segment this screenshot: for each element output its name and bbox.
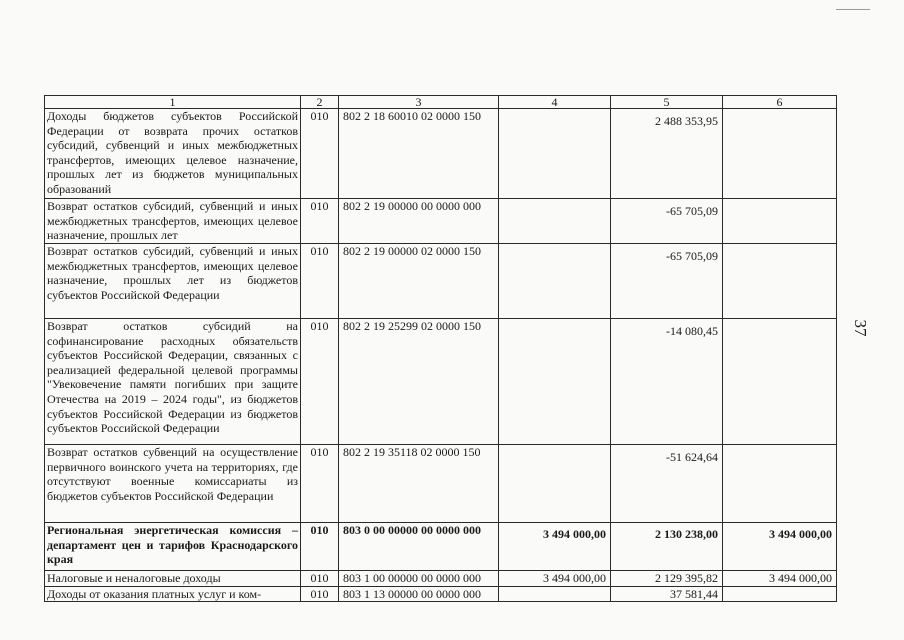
row-col6	[723, 445, 837, 523]
row-col5: -65 705,09	[611, 244, 723, 319]
column-header: 6	[723, 96, 837, 109]
row-description: Региональная энергетическая комиссия – департамент цен и тарифов Краснодарского края	[45, 523, 301, 571]
table-row	[45, 445, 837, 523]
row-col5: 2 129 395,82	[611, 571, 723, 587]
row-col5: 2 130 238,00	[611, 523, 723, 571]
row-col5: -65 705,09	[611, 199, 723, 244]
column-header: 4	[499, 96, 611, 109]
row-col6	[723, 109, 837, 199]
column-header: 3	[339, 96, 499, 109]
column-header: 2	[301, 96, 339, 109]
row-code: 010	[301, 571, 339, 587]
budget-table	[44, 95, 837, 602]
column-header: 1	[45, 96, 301, 109]
row-description: Возврат остатков субсидий на софинансирование расходных обязательств субъектов Российской Федерации, связанных с реализацией федеральной целевой программы "Увековечение памяти погибших при защите Отечества на 2019 – 2024 годы", из бюджетов субъектов Российской Федерации из бюджетов субъектов Российской Федерации	[45, 319, 301, 445]
row-col4	[499, 109, 611, 199]
row-col4	[499, 244, 611, 319]
row-code: 010	[301, 523, 339, 571]
row-col6: 3 494 000,00	[723, 571, 837, 587]
table-row	[45, 199, 837, 244]
row-col4	[499, 445, 611, 523]
row-kbk: 803 1 00 00000 00 0000 000	[339, 571, 499, 587]
row-description: Возврат остатков субвенций на осуществление первичного воинского учета на территориях, где отсутствуют военные комиссариаты из бюджетов субъектов Российской Федерации	[45, 445, 301, 523]
row-kbk: 802 2 19 25299 02 0000 150	[339, 319, 499, 445]
row-description: Возврат остатков субсидий, субвенций и иных межбюджетных трансфертов, имеющих целевое назначение, прошлых лет из бюджетов субъектов Российской Федерации	[45, 244, 301, 319]
row-col4	[499, 319, 611, 445]
row-col6	[723, 319, 837, 445]
row-code: 010	[301, 109, 339, 199]
row-col4	[499, 586, 611, 602]
table-row	[45, 571, 837, 587]
row-col5: -14 080,45	[611, 319, 723, 445]
row-kbk: 802 2 18 60010 02 0000 150	[339, 109, 499, 199]
row-kbk: 803 0 00 00000 00 0000 000	[339, 523, 499, 571]
table-row	[45, 319, 837, 445]
header-row	[45, 96, 837, 109]
row-col4	[499, 199, 611, 244]
row-kbk: 803 1 13 00000 00 0000 000	[339, 586, 499, 602]
row-col4: 3 494 000,00	[499, 571, 611, 587]
row-kbk: 802 2 19 00000 00 0000 000	[339, 199, 499, 244]
row-col5: 37 581,44	[611, 586, 723, 602]
row-col5: -51 624,64	[611, 445, 723, 523]
column-header: 5	[611, 96, 723, 109]
page-number: 37	[851, 319, 870, 337]
row-description: Возврат остатков субсидий, субвенций и иных межбюджетных трансфертов, имеющих целевое назначение, прошлых лет	[45, 199, 301, 244]
table-row	[45, 586, 837, 602]
row-kbk: 802 2 19 00000 02 0000 150	[339, 244, 499, 319]
table-row	[45, 109, 837, 199]
row-description: Налоговые и неналоговые доходы	[45, 571, 301, 587]
row-code: 010	[301, 199, 339, 244]
row-kbk: 802 2 19 35118 02 0000 150	[339, 445, 499, 523]
row-description: Доходы от оказания платных услуг и ком-	[45, 586, 301, 602]
row-col6	[723, 199, 837, 244]
row-col6	[723, 586, 837, 602]
row-col4: 3 494 000,00	[499, 523, 611, 571]
row-code: 010	[301, 586, 339, 602]
table-row-bold	[45, 523, 837, 571]
row-code: 010	[301, 445, 339, 523]
row-code: 010	[301, 319, 339, 445]
row-col6: 3 494 000,00	[723, 523, 837, 571]
table-row	[45, 244, 837, 319]
row-description: Доходы бюджетов субъектов Российской Федерации от возврата прочих остатков субсидий, субвенций и иных межбюджетных трансфертов, имеющих целевое назначение, прошлых лет из бюджетов муниципальных образований	[45, 109, 301, 199]
corner-line	[836, 9, 870, 10]
row-col6	[723, 244, 837, 319]
row-col5: 2 488 353,95	[611, 109, 723, 199]
row-code: 010	[301, 244, 339, 319]
